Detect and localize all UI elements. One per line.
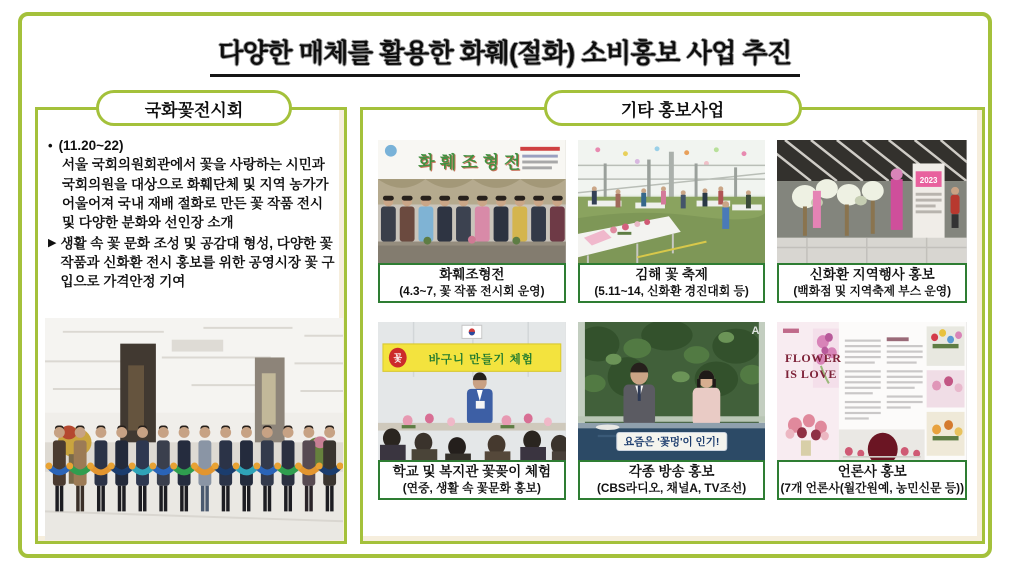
card-title: 학교 및 복지관 꽃꽂이 체험 [392, 464, 552, 480]
other-promotions-panel [360, 100, 985, 544]
promo-card [378, 322, 566, 500]
broadcast-subtitle-text: 요즘은 '꽃멍'이 인기! [617, 433, 726, 450]
promo-card [378, 140, 566, 303]
promo-card [578, 322, 766, 500]
photo-flower-arrangement-class [378, 322, 566, 460]
photo-banner-text: 바구니 만들기 체험 [428, 354, 534, 367]
photo-ribbon-cutting-ceremony [45, 318, 343, 540]
card-caption [777, 263, 967, 303]
bullet-icon: • [48, 138, 53, 153]
photo-shinhwahwan-regional-event [777, 140, 967, 263]
card-title: 김해 꽃 축제 [635, 267, 708, 283]
photo-magazine-article [777, 322, 967, 460]
page-title-text: 다양한 매체를 활용한 화훼(절화) 소비홍보 사업 추진 [210, 33, 800, 77]
channel-a-logo-icon: A [751, 325, 760, 337]
card-subtitle: (5.11~14, 신화환 경진대회 등) [594, 283, 749, 298]
event-highlight-row [48, 234, 336, 291]
card-title: 화훼조형전 [439, 267, 505, 283]
left-panel-body [38, 110, 344, 292]
card-caption [578, 263, 766, 303]
event-date-row [48, 136, 336, 155]
card-title: 신화환 지역행사 홍보 [809, 267, 935, 283]
ribbon-cutting-graphic [45, 318, 343, 540]
promo-card [777, 140, 967, 303]
photo-tv-broadcast [578, 322, 766, 460]
card-caption [378, 263, 566, 303]
card-caption [777, 460, 967, 500]
promo-card [777, 322, 967, 500]
photo-banner-text: 화훼조형전 [418, 152, 526, 172]
event-highlight: 생활 속 꽃 문화 조성 및 공감대 형성, 다양한 꽃 작품과 신화환 전시 홍보를 위한 공영시장 꽃 구입으로 가격안정 기여 [60, 236, 335, 290]
card-caption [378, 460, 566, 500]
card-subtitle: (7개 언론사(월간원예, 농민신문 등)) [780, 480, 964, 495]
left-panel-header: 국화꽃전시회 [96, 90, 292, 126]
classroom-graphic [378, 322, 566, 460]
promo-card [578, 140, 766, 303]
arrow-icon: ▶ [48, 237, 57, 250]
card-title: 언론사 홍보 [837, 464, 907, 480]
photo-flower-sculpture-exhibition [378, 140, 566, 263]
card-subtitle: (백화점 및 지역축제 부스 운영) [793, 283, 952, 298]
right-panel-header: 기타 홍보사업 [544, 90, 802, 126]
ribbon-rosettes [45, 463, 343, 470]
card-caption [578, 460, 766, 500]
card-title: 각종 방송 홍보 [628, 464, 715, 480]
page-title [0, 33, 1010, 77]
photo-gimhae-flower-festival [578, 140, 766, 263]
banner-badge-text: 꽃 [393, 352, 403, 364]
promo-card-grid [363, 110, 982, 500]
festival-tent-graphic [578, 140, 766, 263]
chrysanthemum-exhibition-panel [35, 100, 347, 544]
magazine-spread-graphic [777, 322, 967, 460]
department-store-booth-graphic [777, 140, 967, 263]
card-subtitle: (CBS라디오, 채널A, TV조선) [596, 480, 747, 495]
magazine-headline-text: FLOWER IS LOVE [785, 350, 842, 381]
event-date: (11.20~22) [58, 138, 124, 153]
card-subtitle: (4.3~7, 꽃 작품 전시회 운영) [399, 283, 545, 298]
card-subtitle: (연중, 생활 속 꽃문화 홍보) [402, 480, 541, 495]
department-sign-text: 2023 [920, 176, 938, 185]
event-description: 서울 국회의원회관에서 꽃을 사랑하는 시민과 국회의원을 대상으로 화훼단체 및 지역 농가가 어울어져 국내 재배 절화로 만든 꽃 작품 전시 및 다양한 분화와 선인장 소개 [62, 157, 329, 230]
